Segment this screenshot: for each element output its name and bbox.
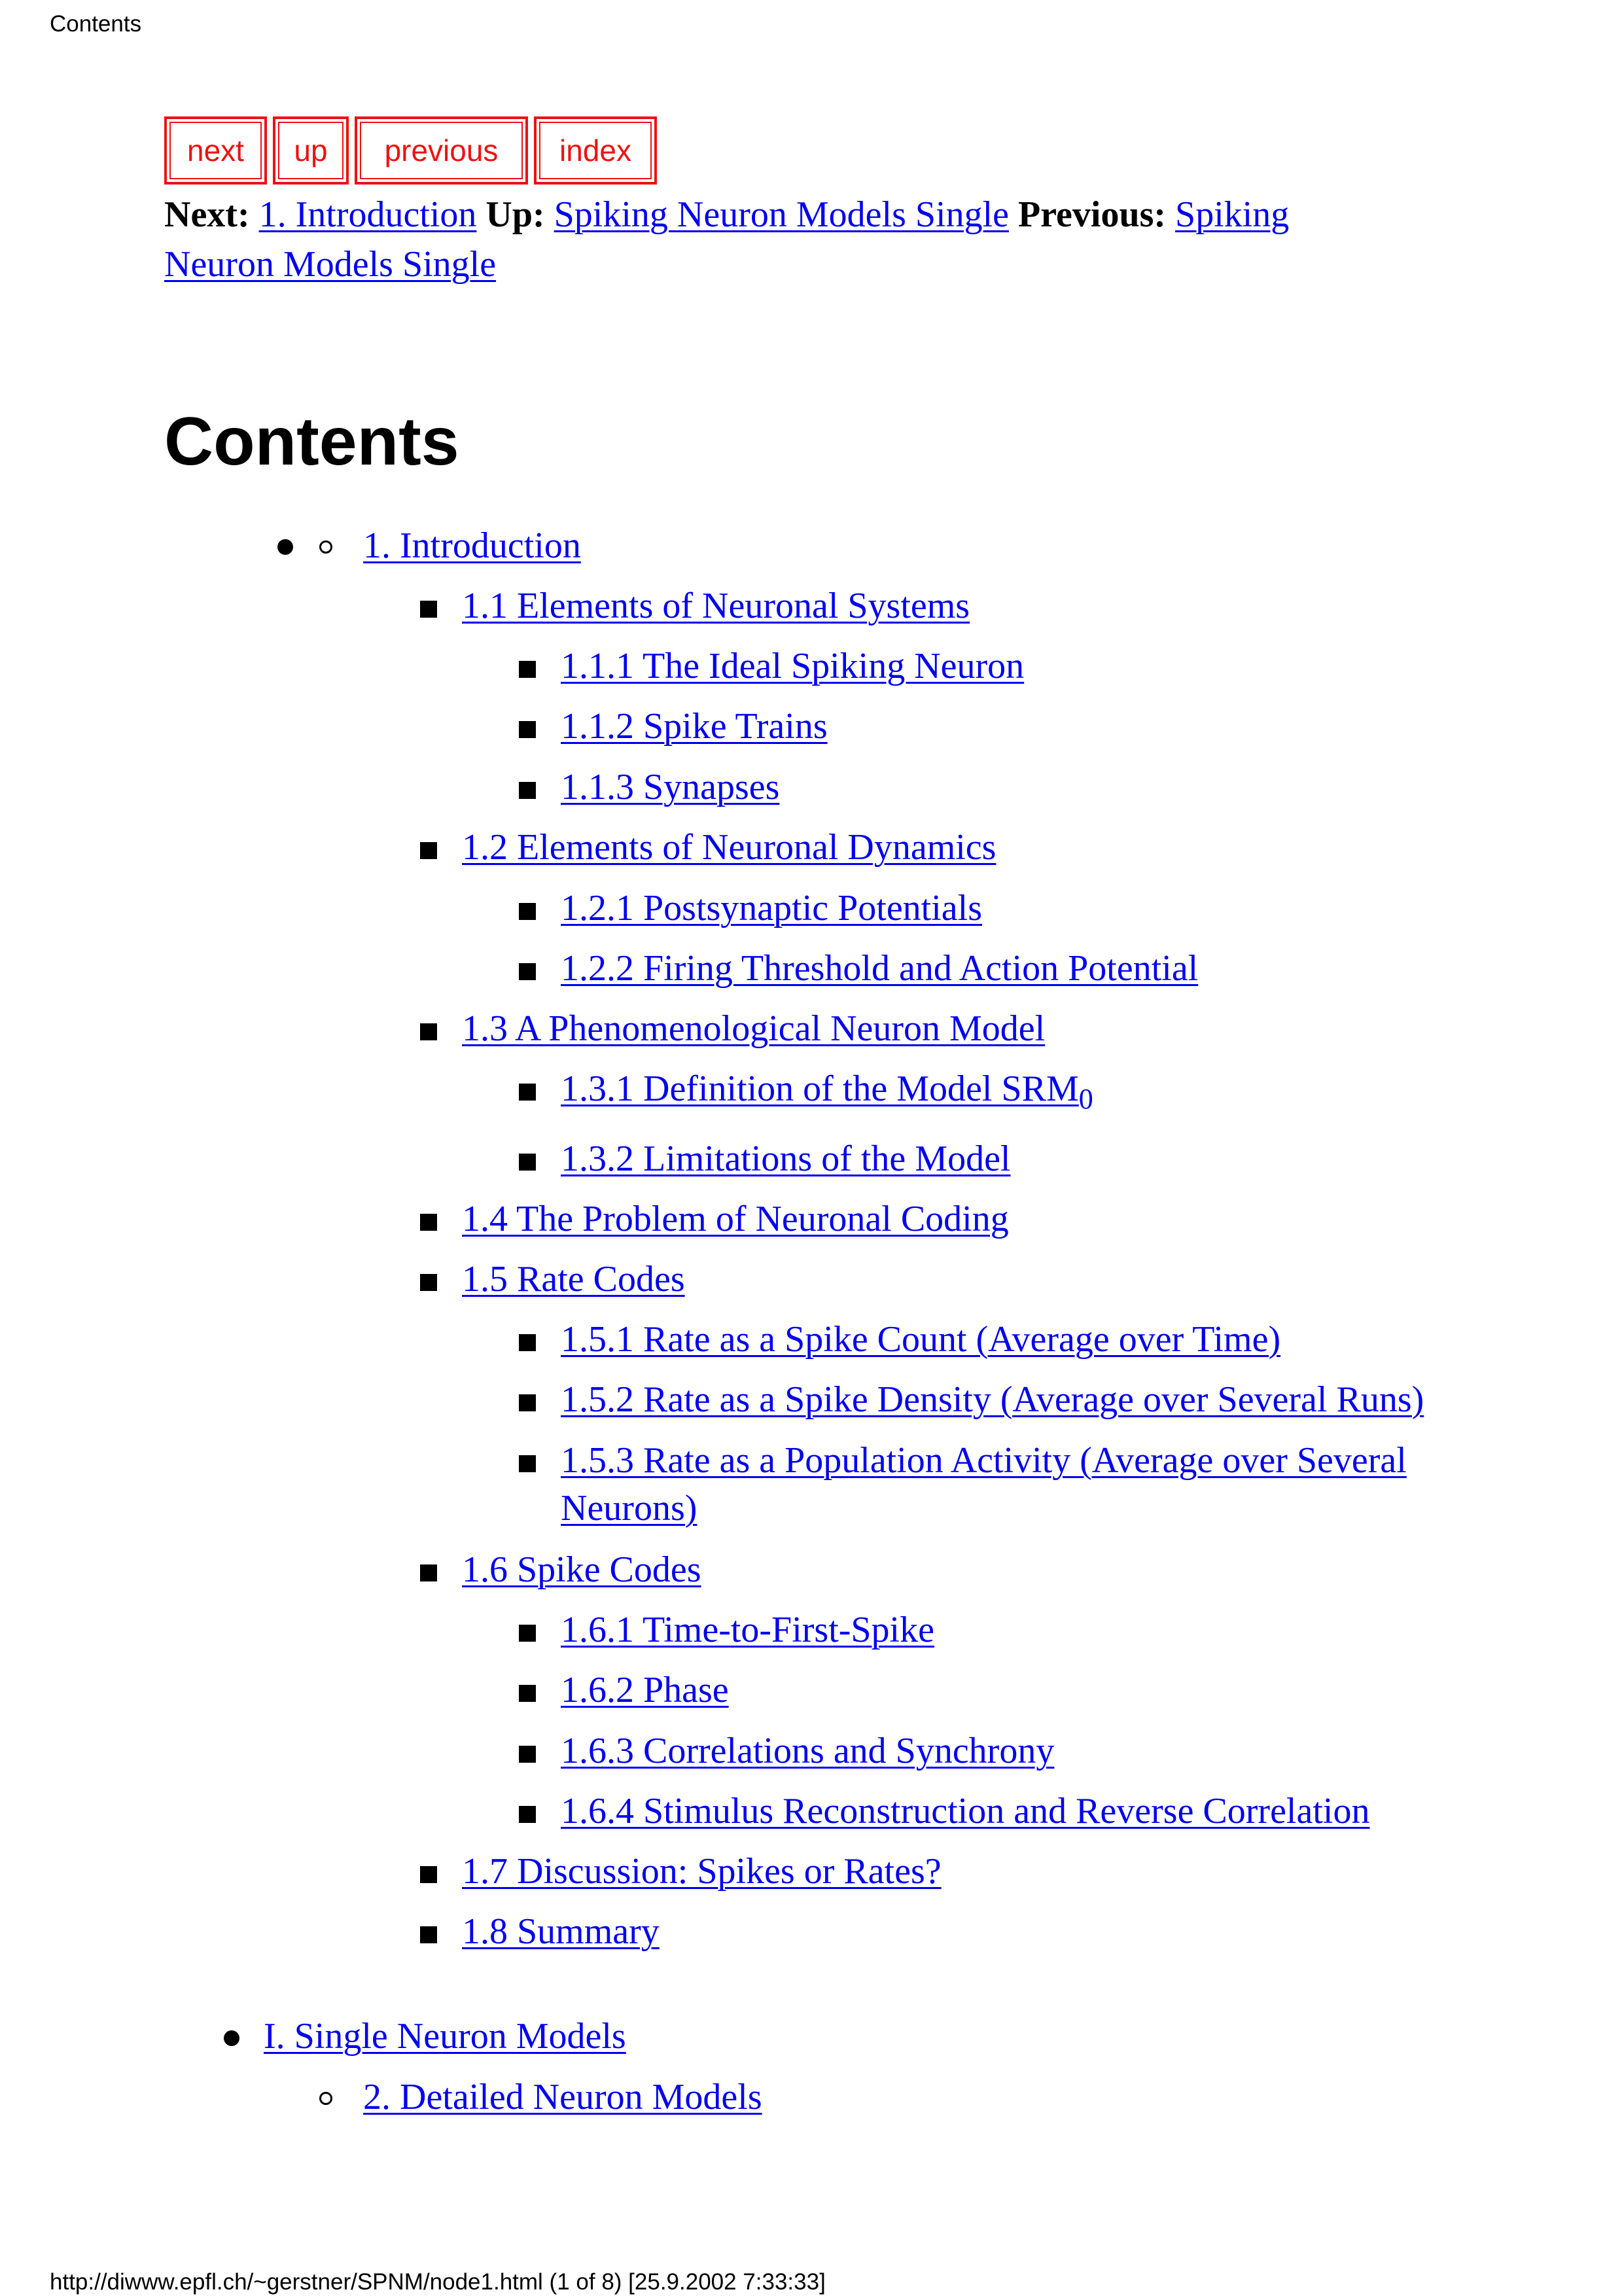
- bullet-square-icon: [420, 1866, 437, 1883]
- toc-section-1-7[interactable]: 1.7 Discussion: Spikes or Rates?: [462, 1851, 942, 1892]
- index-button[interactable]: index: [534, 116, 657, 185]
- bullet-square-icon: [519, 963, 536, 980]
- bullet-square-icon: [420, 1023, 437, 1040]
- bullet-square-icon: [519, 1334, 536, 1351]
- toc-section-1-1-1[interactable]: 1.1.1 The Ideal Spiking Neuron: [561, 646, 1025, 686]
- toc-section-1-1-2[interactable]: 1.1.2 Spike Trains: [561, 706, 828, 747]
- bullet-square-icon: [519, 1455, 536, 1472]
- toc-section-1-6-1[interactable]: 1.6.1 Time-to-First-Spike: [561, 1610, 934, 1650]
- bullet-square-icon: [519, 1625, 536, 1642]
- toc-section-1-6-3[interactable]: 1.6.3 Correlations and Synchrony: [561, 1731, 1055, 1771]
- bullet-square-icon: [519, 661, 536, 678]
- bullet-square-icon: [519, 1154, 536, 1171]
- bullet-square-icon: [420, 1564, 437, 1581]
- print-header: Contents: [50, 11, 142, 37]
- previous-link[interactable]: Spiking: [1175, 194, 1290, 235]
- toc-section-1-6-4[interactable]: 1.6.4 Stimulus Reconstruction and Reverse Correlation: [561, 1791, 1370, 1831]
- toc-section-1-3-1-text: 1.3.1 Definition of the Model SRM: [561, 1069, 1079, 1109]
- previous-button[interactable]: previous: [355, 116, 528, 185]
- toc-chapter-1[interactable]: 1. Introduction: [363, 525, 581, 566]
- toc-section-1-8[interactable]: 1.8 Summary: [462, 1911, 660, 1952]
- bullet-circle-icon: [319, 2092, 332, 2105]
- toc-section-1-1[interactable]: 1.1 Elements of Neuronal Systems: [462, 586, 970, 626]
- bullet-square-icon: [519, 903, 536, 920]
- toc-section-1-4[interactable]: 1.4 The Problem of Neuronal Coding: [462, 1199, 1009, 1239]
- bullet-square-icon: [420, 1274, 437, 1291]
- toc-section-1-2[interactable]: 1.2 Elements of Neuronal Dynamics: [462, 827, 996, 868]
- bullet-square-icon: [420, 1214, 437, 1231]
- previous-label: Previous:: [1017, 194, 1167, 235]
- bullet-square-icon: [519, 1806, 536, 1823]
- toc-section-1-6[interactable]: 1.6 Spike Codes: [462, 1549, 701, 1590]
- bullet-square-icon: [519, 721, 536, 738]
- navigation-links: [164, 190, 1375, 289]
- toc-section-1-5-1[interactable]: 1.5.1 Rate as a Spike Count (Average over Time): [561, 1319, 1281, 1360]
- bullet-square-icon: [519, 1394, 536, 1411]
- toc-section-1-5-2[interactable]: 1.5.2 Rate as a Spike Density (Average over Several Runs): [561, 1379, 1424, 1420]
- toc-section-1-3[interactable]: 1.3 A Phenomenological Neuron Model: [462, 1008, 1046, 1049]
- up-link[interactable]: Spiking Neuron Models Single: [554, 194, 1009, 235]
- toc-section-1-5[interactable]: 1.5 Rate Codes: [462, 1259, 685, 1299]
- bullet-square-icon: [420, 601, 437, 618]
- next-label: Next:: [164, 194, 250, 235]
- bullet-square-icon: [420, 842, 437, 859]
- up-label: Up:: [485, 194, 545, 235]
- toc-part-1[interactable]: I. Single Neuron Models: [264, 2016, 626, 2057]
- bullet-square-icon: [519, 782, 536, 799]
- subscript-zero: 0: [1078, 1083, 1093, 1115]
- bullet-square-icon: [420, 1926, 437, 1943]
- bullet-disc-icon: [224, 2030, 239, 2046]
- bullet-square-icon: [519, 1746, 536, 1763]
- bullet-disc-icon: [277, 539, 293, 555]
- toc-section-1-5-3-continued[interactable]: Neurons): [561, 1488, 697, 1528]
- toc-chapter-2[interactable]: 2. Detailed Neuron Models: [363, 2077, 762, 2117]
- bullet-square-icon: [519, 1685, 536, 1702]
- toc-section-1-3-2[interactable]: 1.3.2 Limitations of the Model: [561, 1139, 1011, 1179]
- bullet-circle-icon: [319, 540, 332, 554]
- toc-section-1-3-1[interactable]: [561, 1069, 1093, 1115]
- toc-section-1-6-2[interactable]: 1.6.2 Phase: [561, 1670, 729, 1710]
- next-button[interactable]: next: [164, 116, 267, 185]
- bullet-square-icon: [519, 1084, 536, 1101]
- up-button[interactable]: up: [273, 116, 349, 185]
- toc-section-1-2-1[interactable]: 1.2.1 Postsynaptic Potentials: [561, 888, 982, 928]
- page-title: Contents: [164, 404, 459, 480]
- toc-section-1-1-3[interactable]: 1.1.3 Synapses: [561, 767, 780, 807]
- next-link[interactable]: 1. Introduction: [258, 194, 477, 235]
- print-footer: http://diwww.epfl.ch/~gerstner/SPNM/node1.html (1 of 8) [25.9.2002 7:33:33]: [50, 2269, 826, 2295]
- toc-section-1-2-2[interactable]: 1.2.2 Firing Threshold and Action Potential: [561, 948, 1199, 989]
- toc-section-1-5-3[interactable]: 1.5.3 Rate as a Population Activity (Average over Several: [561, 1440, 1407, 1481]
- previous-link-continued[interactable]: Neuron Models Single: [164, 244, 497, 285]
